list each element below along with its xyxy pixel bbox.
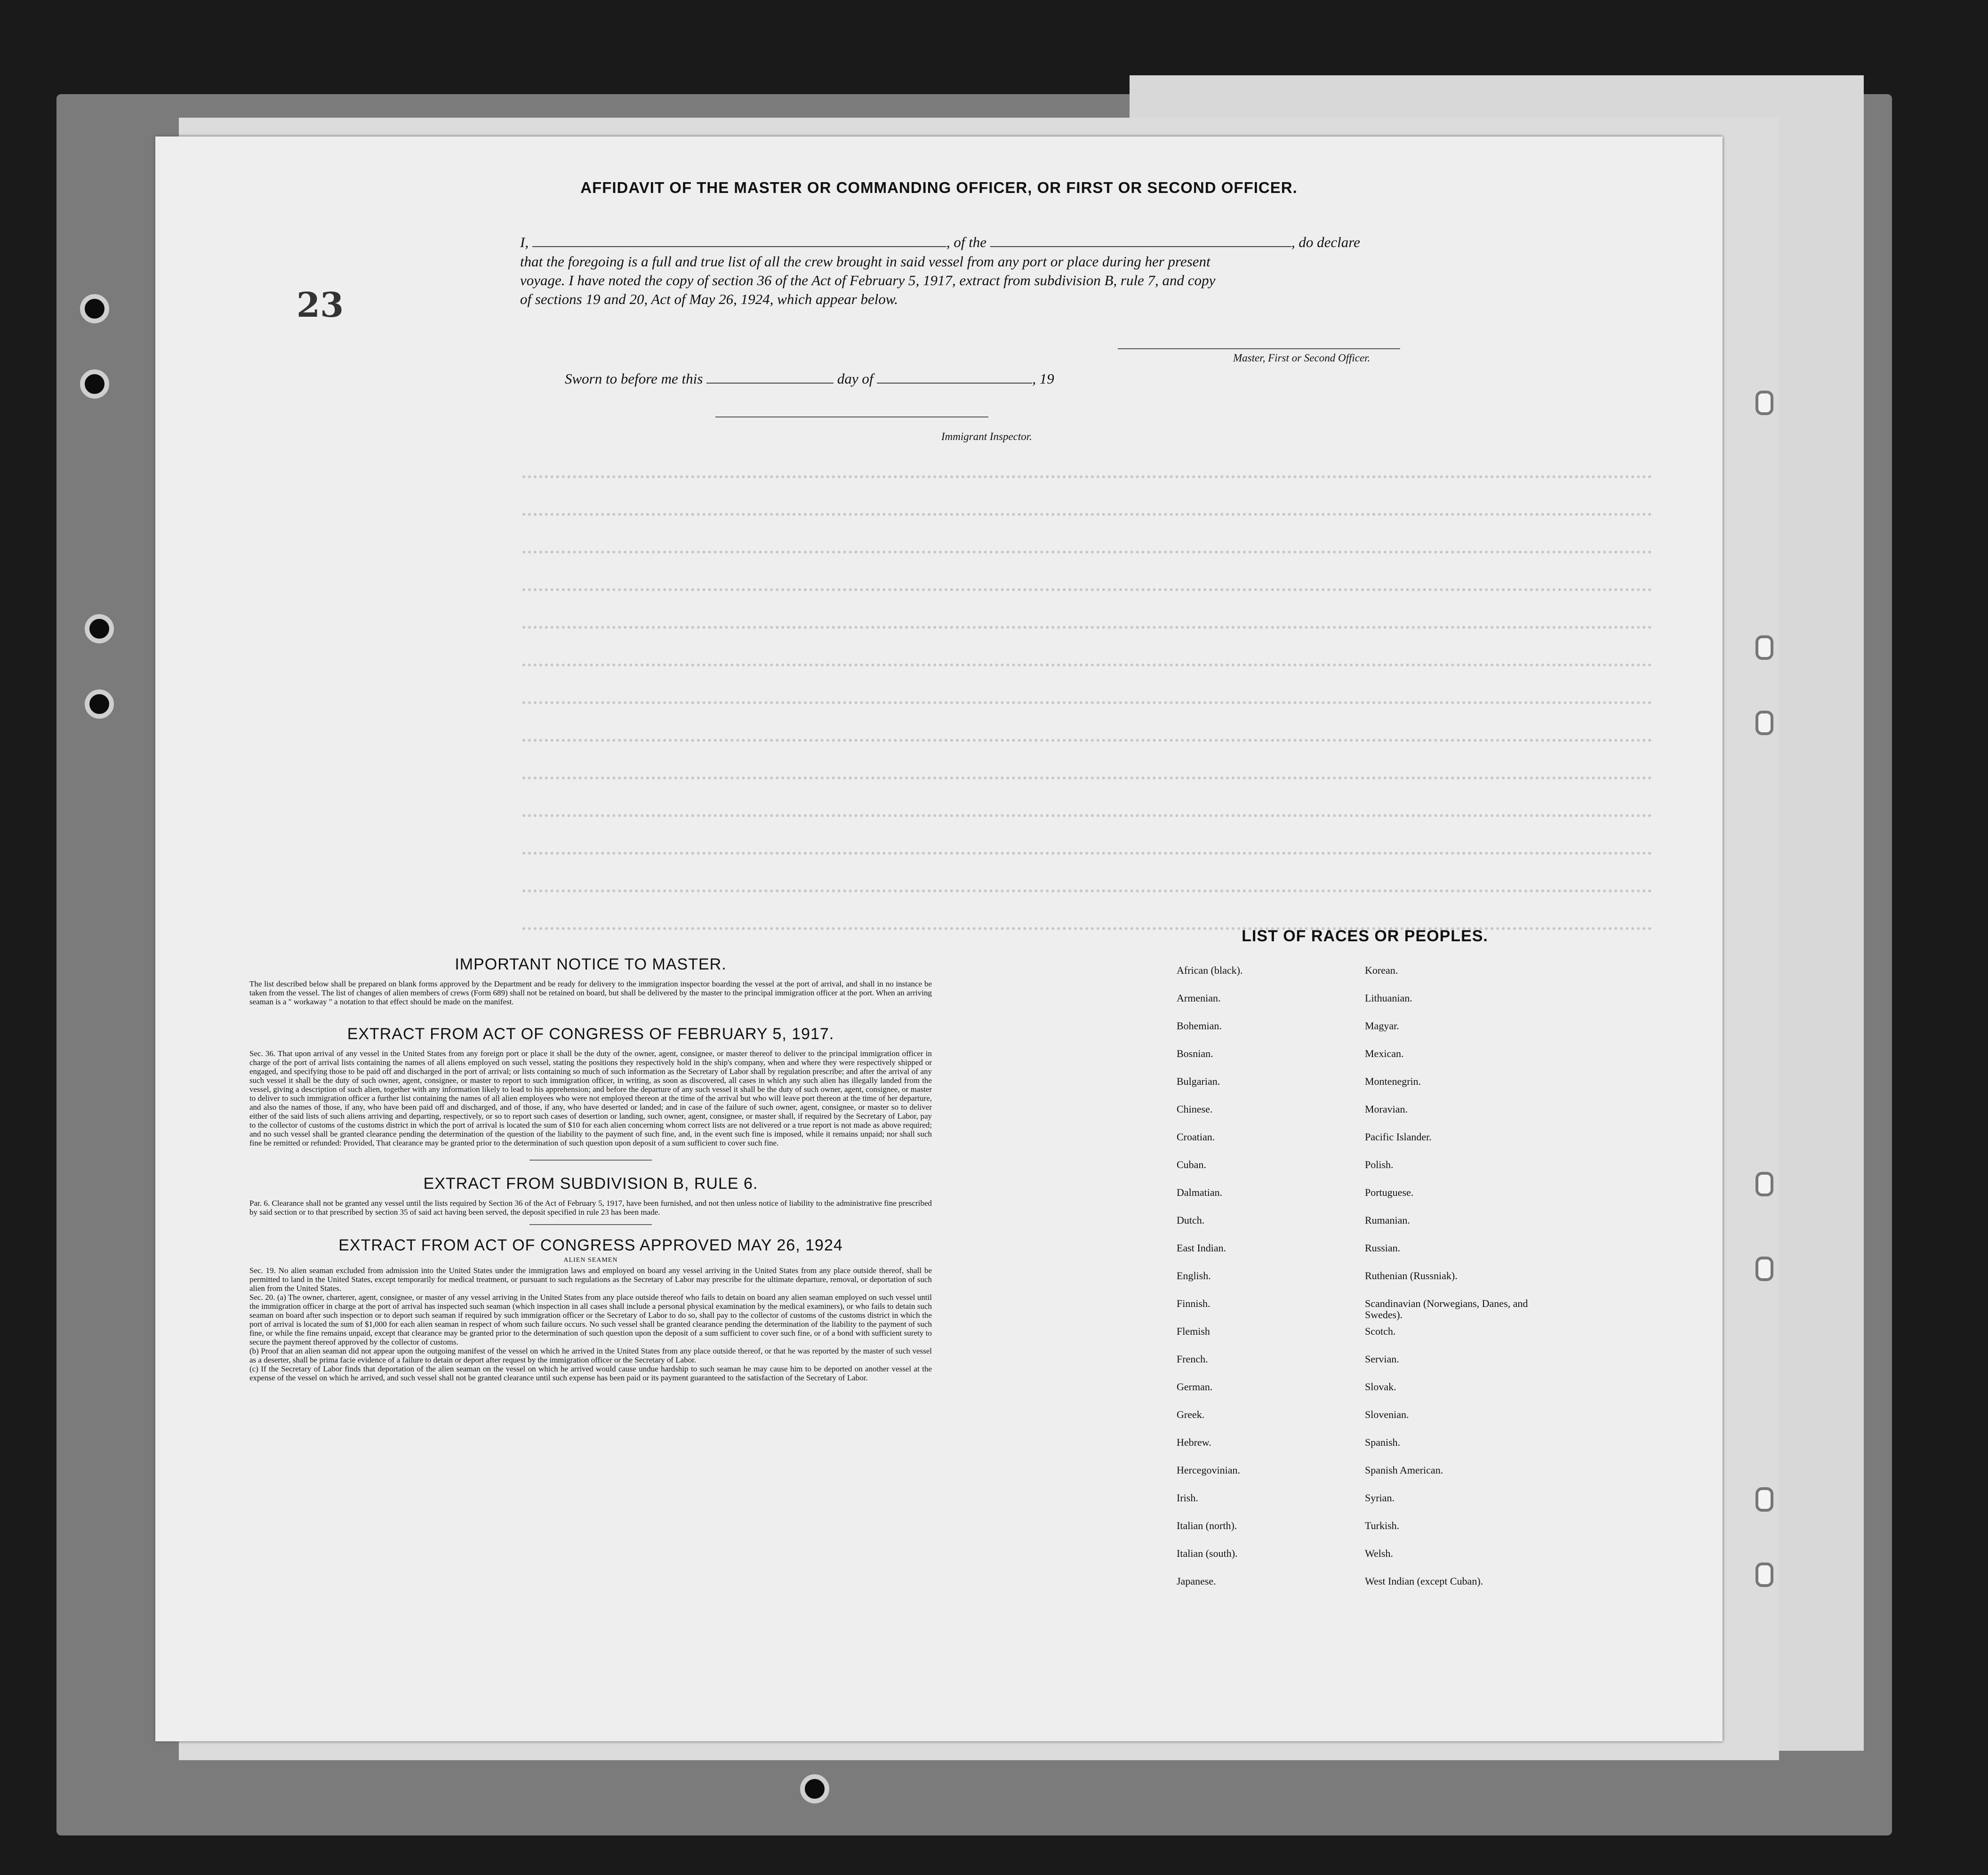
sworn-day-blank[interactable]: [706, 369, 834, 384]
show-through-row: [522, 664, 1652, 666]
race-item: Hebrew.: [1177, 1436, 1211, 1448]
race-item: Italian (south).: [1177, 1547, 1238, 1559]
race-item: Pacific Islander.: [1365, 1131, 1432, 1143]
race-item: Portuguese.: [1365, 1186, 1414, 1198]
show-through-row: [522, 739, 1652, 742]
race-item: English.: [1177, 1270, 1211, 1282]
race-item: Magyar.: [1365, 1020, 1399, 1032]
show-through-row: [522, 513, 1652, 516]
races-right-column: [1365, 965, 1544, 1603]
subdivision-heading: EXTRACT FROM SUBDIVISION B, RULE 6.: [423, 1175, 758, 1193]
race-item: Moravian.: [1365, 1103, 1408, 1115]
act-1924-sec20c: (c) If the Secretary of Labor finds that deportation of the alien seaman on the vessel on which he arrived would cause undue hardship to such seaman he may cause him to be deported on another vessel at the expense of the vessel on which he arrived, and such vessel shall not be granted clearance until such expense has been paid or its payment guaranteed to the satisfaction of the Secretary of Labor.: [249, 1364, 932, 1382]
punch-hole: [1756, 391, 1773, 415]
race-item: Hercegovinian.: [1177, 1464, 1240, 1476]
race-item: Greek.: [1177, 1409, 1205, 1420]
race-item: Scotch.: [1365, 1325, 1396, 1337]
show-through-row: [522, 852, 1652, 855]
race-item: Armenian.: [1177, 992, 1221, 1004]
race-item: Slovak.: [1365, 1381, 1396, 1393]
sworn-month-blank[interactable]: [877, 369, 1032, 384]
race-item: Bosnian.: [1177, 1048, 1213, 1059]
race-item: Rumanian.: [1365, 1214, 1410, 1226]
binder-hole: [800, 1774, 829, 1803]
sworn-line: [565, 369, 1054, 387]
manifest-sheet: [155, 136, 1723, 1741]
show-through-row: [522, 889, 1652, 892]
punch-hole: [1756, 711, 1773, 735]
race-item: Welsh.: [1365, 1547, 1393, 1559]
vessel-name-blank[interactable]: [990, 233, 1291, 247]
show-through-row: [522, 551, 1652, 553]
race-item: Korean.: [1365, 964, 1398, 976]
race-item: Croatian.: [1177, 1131, 1215, 1143]
page-number-mark: 23: [297, 285, 344, 325]
race-item: Polish.: [1365, 1159, 1394, 1170]
show-through-row: [522, 475, 1652, 478]
binder-hole: [80, 369, 109, 399]
race-item: Slovenian.: [1365, 1409, 1409, 1420]
section-divider: [529, 1160, 652, 1161]
notice-heading: IMPORTANT NOTICE TO MASTER.: [455, 955, 727, 973]
races-heading: LIST OF RACES OR PEOPLES.: [1242, 927, 1488, 945]
sworn-year-label: , 19: [1032, 370, 1054, 387]
affidavit-text-line: that the foregoing is a full and true list of all the crew brought in said vessel from any port or place during her present: [520, 253, 1210, 270]
notice-text: The list described below shall be prepared on blank forms approved by the Department and be ready for delivery to the immigration inspector boarding the vessel at the port of arrival, and shall in no instance be taken from the vessel. The list of changes of alien members of crews (Form 689) shall not be retained on board, but shall be delivered by the master to the principal immigration officer at the port. When an arriving seaman is a " workaway " a notation to that effect should be made on the manifest.: [249, 979, 932, 1006]
sworn-start: Sworn to before me this: [565, 370, 703, 387]
declaration-end: , do declare: [1291, 234, 1360, 250]
affidavit-text-line: voyage. I have noted the copy of section 36 of the Act of February 5, 1917, extract from subdivision B, rule 7, and copy: [520, 272, 1216, 288]
binder-hole: [85, 614, 114, 643]
race-item: French.: [1177, 1353, 1208, 1365]
officer-name-blank[interactable]: [532, 233, 946, 247]
show-through-row: [522, 777, 1652, 779]
race-item: Irish.: [1177, 1492, 1198, 1504]
race-item: Scandinavian (Norwegians, Danes, and Swedes).: [1365, 1298, 1528, 1321]
race-item: Spanish American.: [1365, 1464, 1443, 1476]
race-item: Dalmatian.: [1177, 1186, 1223, 1198]
act-1924-sec20b: (b) Proof that an alien seaman did not appear upon the outgoing manifest of the vessel on which he arrived in the United States from any place outside thereof, or that he was reported by the master of such vessel as a deserter, shall be prima facie evidence of a failure to detain or deport after request by the immigration officer or the Secretary of Labor.: [249, 1346, 932, 1364]
affidavit-text-line: of sections 19 and 20, Act of May 26, 1924, which appear below.: [520, 291, 898, 307]
punch-hole: [1756, 1257, 1773, 1281]
act-1924-heading: EXTRACT FROM ACT OF CONGRESS APPROVED MAY 26, 1924: [338, 1236, 843, 1254]
race-item: Flemish: [1177, 1325, 1210, 1337]
legal-notices-column: [249, 955, 932, 1389]
race-item: Bohemian.: [1177, 1020, 1222, 1032]
races-left-column: [1177, 965, 1355, 1603]
alien-seamen-subheading: ALIEN SEAMEN: [563, 1257, 618, 1264]
master-signature-label: Master, First or Second Officer.: [1233, 352, 1371, 364]
affidavit-title: AFFIDAVIT OF THE MASTER OR COMMANDING OFFICER, OR FIRST OR SECOND OFFICER.: [580, 179, 1298, 196]
binder-hole: [85, 689, 114, 719]
subdivision-text: Par. 6. Clearance shall not be granted any vessel until the lists required by Section 36 of the Act of February 5, 1917, have been furnished, and not then unless notice of liability to the administrative fine prescribed by said section or to that prescribed by section 35 of said act having been served, the deposit specified in rule 23 has been made.: [249, 1199, 932, 1217]
race-item: Lithuanian.: [1365, 992, 1412, 1004]
race-item: Spanish.: [1365, 1436, 1401, 1448]
act-1917-text: Sec. 36. That upon arrival of any vessel in the United States from any foreign port or place it shall be the duty of the owner, agent, consignee, or master thereof to deliver to the principal immigration officer in charge of the port of arrival lists containing the names of all aliens employed on such vessel, stating the positions they respectively hold in the ship's company, when and where they were respectively shipped or engaged, and specifying those to be paid off and discharged in the port of arrival; or lists containing so much of such information as the Secretary of Labor shall by regulation prescribe; and after the arrival of any such vessel it shall be the duty of such owner, agent, consignee, or master to report to such immigration officer, in writing, as soon as discovered, all cases in which any such alien has illegally landed from the vessel, giving a description of such alien, together with any information likely to lead to his apprehension; and before the departure of any such vessel it shall be the duty of such owner, agent, consignee, or master to deliver to such immigration officer a further list containing the names of all alien employees who were not employed thereon at the time of the arrival but who will leave port thereon at the time of her departure, and also the names of those, if any, who have been paid off and discharged, and of those, if any, who have deserted or landed; and in case of the failure of such owner, agent, consignee, or master so to deliver either of the said lists of such aliens arriving and departing, respectively, or so to report such cases of desertion or landing, such owner, agent, consignee, or master shall, if required by the Secretary of Labor, pay to the collector of customs of the customs district in which the port of arrival is located the sum of $10 for each alien concerning whom correct lists are not delivered or a true report is not made as above required; and no such vessel shall be granted clearance pending the determination of the question of the liability to the payment of such fine, and, in the event such fine is imposed, while it remains unpaid; nor shall such fine be remitted or refunded: Provided, That clearance may be granted prior to the determination of such question upon deposit of a sum sufficient to cover such fine.: [249, 1049, 932, 1147]
show-through-row: [522, 626, 1652, 629]
punch-hole: [1756, 1562, 1773, 1587]
race-item: Russian.: [1365, 1242, 1401, 1254]
show-through-row: [522, 701, 1652, 704]
race-item: Finnish.: [1177, 1298, 1210, 1309]
declaration-mid: , of the: [946, 234, 987, 250]
binder-hole: [80, 294, 109, 323]
race-item: German.: [1177, 1381, 1213, 1393]
race-item: Japanese.: [1177, 1575, 1216, 1587]
race-item: Ruthenian (Russniak).: [1365, 1270, 1458, 1282]
race-item: Mexican.: [1365, 1048, 1404, 1059]
act-1924-sec19: Sec. 19. No alien seaman excluded from admission into the United States under the immigration laws and employed on board any vessel arriving in the United States from any place outside thereof, shall be permitted to land in the United States, except temporarily for medical treatment, or pursuant to such regulations as the Secretary of Labor may prescribe for the ultimate departure, removal, or deportation of such alien from the United States.: [249, 1266, 932, 1293]
act-1917-heading: EXTRACT FROM ACT OF CONGRESS OF FEBRUARY 5, 1917.: [347, 1025, 834, 1043]
race-item: African (black).: [1177, 964, 1243, 976]
show-through-row: [522, 814, 1652, 817]
punch-hole: [1756, 635, 1773, 660]
race-item: Syrian.: [1365, 1492, 1395, 1504]
master-signature-line[interactable]: [1118, 348, 1400, 349]
race-item: Italian (north).: [1177, 1520, 1237, 1531]
race-item: Chinese.: [1177, 1103, 1213, 1115]
sworn-day-label: day of: [837, 370, 874, 387]
show-through-row: [522, 588, 1652, 591]
punch-hole: [1756, 1487, 1773, 1512]
races-list: [1177, 927, 1553, 1587]
race-item: Bulgarian.: [1177, 1075, 1220, 1087]
race-item: Montenegrin.: [1365, 1075, 1421, 1087]
punch-hole: [1756, 1172, 1773, 1196]
race-item: Servian.: [1365, 1353, 1399, 1365]
section-divider: [529, 1224, 652, 1225]
race-item: East Indian.: [1177, 1242, 1226, 1254]
race-item: Dutch.: [1177, 1214, 1205, 1226]
inspector-signature-label: Immigrant Inspector.: [941, 431, 1032, 442]
race-item: Turkish.: [1365, 1520, 1400, 1531]
act-1924-sec20a: Sec. 20. (a) The owner, charterer, agent, consignee, or master of any vessel arriving in the United States from any place outside thereof who fails to detain on board any alien seaman employed on such vessel until the immigration officer in charge at the port of arrival has inspected such seaman (which inspection in all cases shall include a personal physical examination by the medical examiners), or who fails to detain such seaman on board after such inspection or to deport such seaman if required by such immigration officer or the Secretary of Labor to do so, shall pay to the collector of customs of the customs district in which the port of arrival is located the sum of $1,000 for each alien seaman in respect of whom such failure occurs. No such vessel shall be granted clearance pending the determination of the liability to the payment of such fine, or while the fine remains unpaid, except that clearance may be granted prior to the determination of such question upon the deposit of a sum sufficient to cover such fine, or of a bond with sufficient surety to secure the payment thereof approved by the collector of customs.: [249, 1293, 932, 1346]
declaration-start: I,: [520, 234, 529, 250]
affidavit-declaration-line: [520, 233, 1360, 251]
race-item: Cuban.: [1177, 1159, 1206, 1170]
race-item: West Indian (except Cuban).: [1365, 1575, 1483, 1587]
